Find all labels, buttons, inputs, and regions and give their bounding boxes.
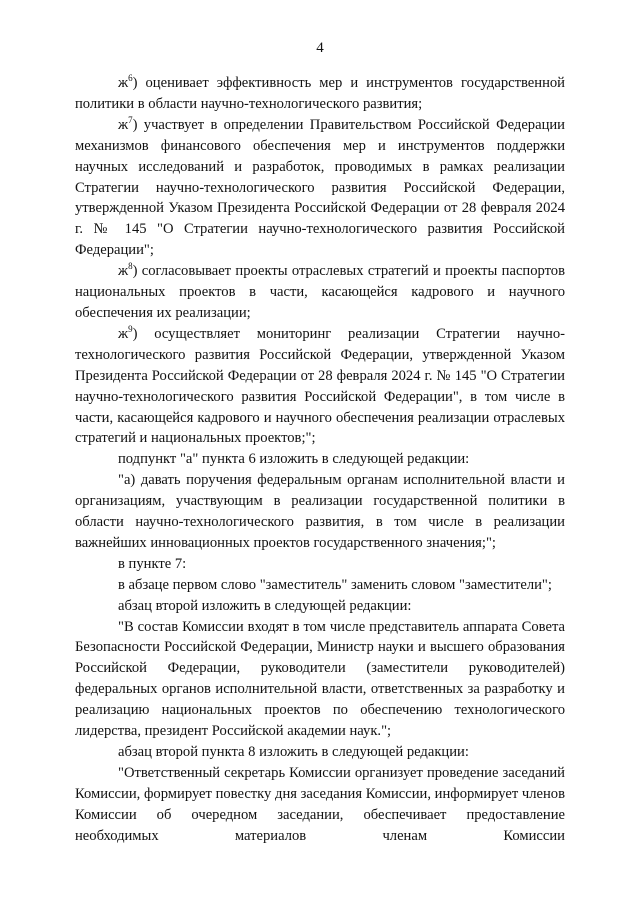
paragraph-secretary-duties: "Ответственный секретарь Комиссии организует проведение заседаний Комиссии, формирует повестку дня заседания Комиссии, информирует членов Комиссии об очередном заседании, обеспечивает предоставление необходимых материалов членам Комиссии — [75, 764, 565, 844]
paragraph-text: ) осуществляет мониторинг реализации Стратегии научно-технологического развития Российской Федерации, утвержденной Указом Президента Российской Федерации от 28 февраля 2024 г. № 145 "О Стратегии научно-технологического развития Российской Федерации", в том числе в части, касающейся кадрового и научного обеспечения реализации отраслевых стратегий и национальных проектов;"; — [75, 325, 565, 447]
item-marker-superscript: 8 — [128, 261, 133, 272]
item-marker-superscript: 9 — [128, 324, 133, 335]
paragraph-item-7-second-intro: абзац второй изложить в следующей редакции: — [118, 597, 412, 614]
page-number: 4 — [316, 40, 324, 56]
paragraph-commission-composition: "В состав Комиссии входят в том числе представитель аппарата Совета Безопасности Российской Федерации, Министр науки и высшего образования Российской Федерации, руководители (заместители руководителей) федеральных органов исполнительной власти, ответственных за разработку и реализацию национальных проектов по обеспечению технологического лидерства, президент Российской академии наук."; — [75, 618, 565, 740]
item-marker: ж — [118, 263, 129, 280]
paragraph-zh8 — [75, 261, 565, 324]
paragraph-text: ) оценивает эффективность мер и инструментов государственной политики в области научно-технологического развития; — [75, 75, 565, 112]
item-marker-superscript: 6 — [128, 73, 133, 84]
paragraph-item-7-intro: в пункте 7: — [118, 555, 187, 572]
item-marker: ж — [118, 325, 129, 342]
paragraph-zh6 — [75, 73, 565, 115]
paragraph-item-7-first: в абзаце первом слово "заместитель" заменить словом "заместители"; — [118, 576, 552, 593]
paragraph-text: ) согласовывает проекты отраслевых стратегий и проекты паспортов национальных проектов в части, касающейся кадрового и научного обеспечения их реализации; — [75, 263, 565, 321]
paragraph-text: ) участвует в определении Правительством Российской Федерации механизмов финансового обеспечения мер и инструментов поддержки научных исследований и разработок, проводимых в рамках реализации Стратегии научно-технологического развития Российской Федерации, утвержденной Указом Президента Российской Федерации от 28 февраля 2024 г. № 145 "О Стратегии научно-технологического развития Российской Федерации"; — [75, 116, 565, 259]
item-marker: ж — [118, 116, 129, 133]
paragraph-item-8-intro: абзац второй пункта 8 изложить в следующей редакции: — [118, 744, 469, 760]
item-marker-superscript: 7 — [128, 114, 133, 125]
paragraph-subitem-a-text: "а) давать поручения федеральным органам исполнительной власти и организациям, участвующим в реализации государственной политики в области научно-технологического развития, в том числе в реализации важнейших инновационных проектов государственного значения;"; — [75, 472, 565, 551]
paragraph-subitem-a-intro: подпункт "а" пункта 6 изложить в следующей редакции: — [118, 451, 470, 468]
item-marker: ж — [118, 75, 129, 91]
document-body — [75, 73, 565, 847]
paragraph-zh7 — [75, 115, 565, 261]
paragraph-zh9 — [75, 324, 565, 449]
